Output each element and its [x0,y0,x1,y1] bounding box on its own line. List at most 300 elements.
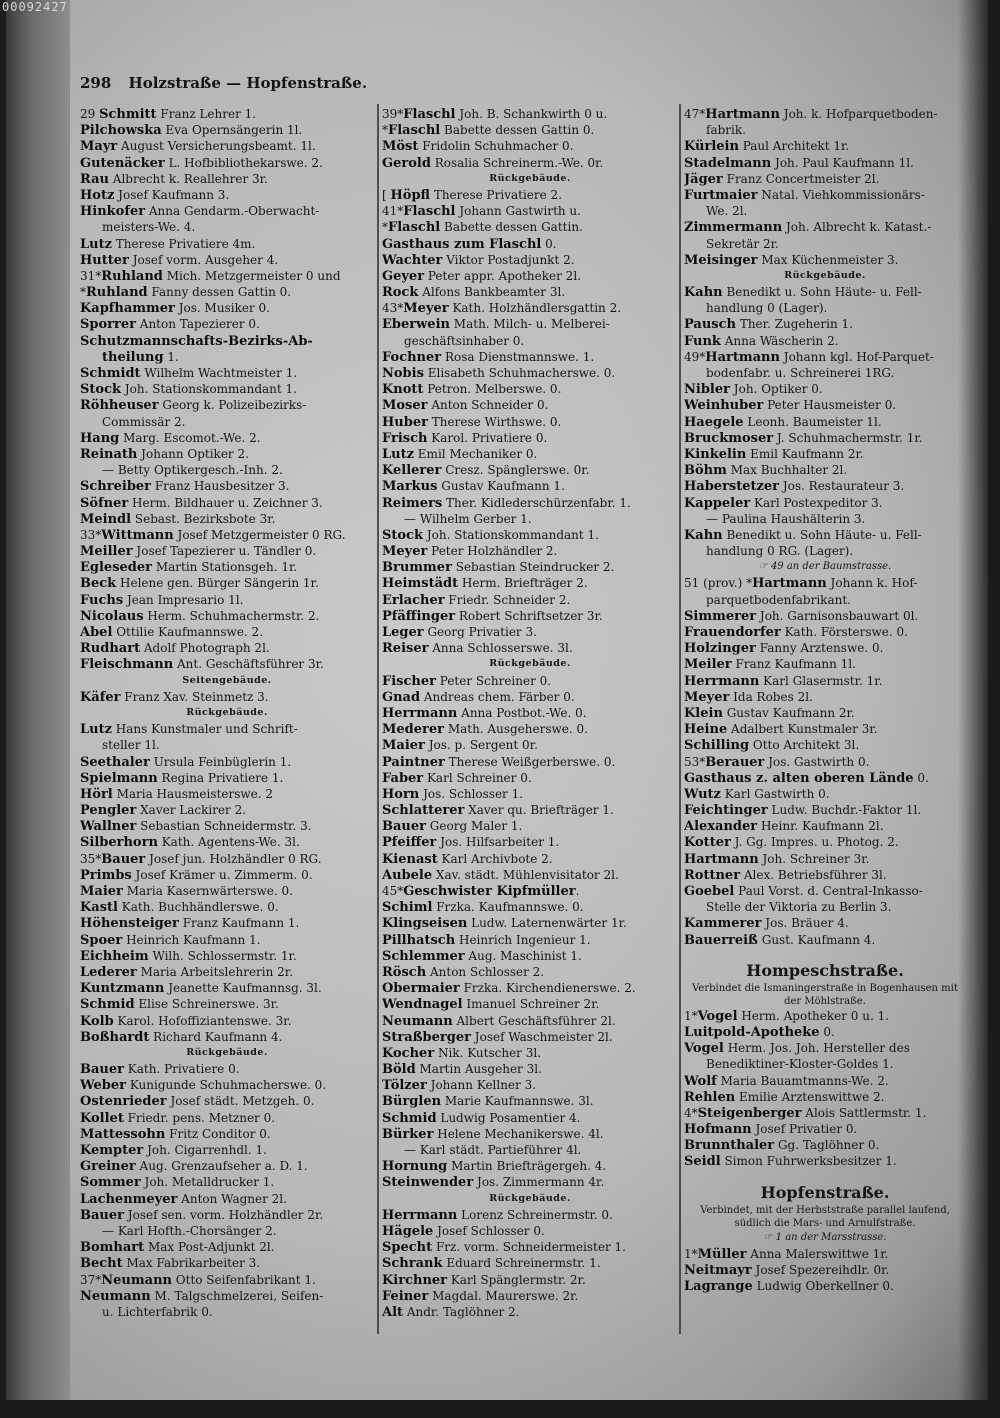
directory-entry: 47*Hartmann Joh. k. Hofparquetboden- [684,107,938,122]
directory-entry: Kirchner Karl Spänglermstr. 2r. [382,1272,586,1288]
directory-entry: 33*Wittmann Josef Metzgermeister 0 RG. [80,527,346,543]
resident-name: Fischer [382,673,436,689]
directory-entry: Schmid Elise Schreinerswe. 3r. [80,997,279,1013]
directory-entry: Stadelmann Joh. Paul Kaufmann 1l. [684,155,914,171]
resident-name: Pausch [684,317,736,333]
directory-entry: Eberwein Math. Milch- u. Melberei- [382,317,610,333]
directory-entry: 53*Berauer Jos. Gastwirth 0. [684,754,870,770]
resident-name: Sommer [80,1175,141,1191]
directory-entry: Kahn Benedikt u. Sohn Häute- u. Fell- [684,285,922,301]
resident-name: Spoer [80,932,123,948]
directory-entry: Kapfhammer Jos. Musiker 0. [80,301,270,317]
directory-entry: Luitpold-Apotheke 0. [684,1024,835,1040]
resident-name: Fuchs [80,592,124,608]
resident-name: Gutenäcker [80,155,165,171]
directory-entry: Seethaler Ursula Feinbüglerin 1. [80,754,292,770]
directory-page [6,0,988,1400]
directory-entry: Neitmayr Josef Spezereihdlr. 0r. [684,1263,890,1278]
section-heading: Rückgebäude. [489,1192,571,1204]
resident-name: Erlacher [382,592,445,608]
resident-name: Horn [382,786,420,802]
directory-entry: 29 Schmitt Franz Lehrer 1. [80,107,257,122]
resident-name: Brunnthaler [684,1138,775,1154]
resident-name: Tölzer [382,1078,427,1094]
directory-entry: Brummer Sebastian Steindrucker 2. [382,560,615,576]
directory-entry: Reiser Anna Schlosserswe. 3l. [382,641,573,657]
resident-name: Bürker [382,1126,434,1142]
resident-name: Goebel [684,884,735,899]
resident-name: Furtmaier [684,187,758,203]
resident-name: Greiner [80,1159,136,1175]
directory-entry: Schmid Ludwig Posamentier 4. [382,1110,581,1126]
resident-name: Nibler [684,382,730,398]
resident-name: Hornung [382,1159,448,1175]
directory-entry-continuation: We. 2l. [706,204,748,219]
directory-entry-continuation: — Paulina Haushälterin 3. [706,511,866,526]
directory-entry-continuation: fabrik. [706,123,746,138]
directory-entry: Pillhatsch Heinrich Ingenieur 1. [382,932,591,948]
resident-name: Boßhardt [80,1029,150,1045]
directory-entry: Greiner Aug. Grenzaufseher a. D. 1. [80,1159,308,1175]
directory-entry: Mayr August Versicherungsbeamt. 1l. [80,139,316,155]
directory-entry: Bürglen Marie Kaufmannswe. 3l. [382,1094,594,1110]
directory-entry: Kollet Friedr. pens. Metzner 0. [80,1110,276,1126]
book-spine [6,0,70,1400]
directory-entry: 1*Müller Anna Malerswittwe 1r. [684,1246,889,1262]
resident-name: Reimers [382,495,443,511]
resident-name: Flaschl [388,220,441,236]
directory-entry: Feiner Magdal. Maurerswe. 2r. [382,1288,579,1304]
directory-entry: Steinwender Jos. Zimmermann 4r. [382,1175,605,1191]
directory-entry: Goebel Paul Vorst. d. Central-Inkasso- [684,884,923,899]
resident-name: Pfeiffer [382,835,437,851]
directory-entry: Schlemmer Aug. Maschinist 1. [382,948,582,964]
resident-name: Schmidt [80,366,141,381]
directory-entry: Kempter Joh. Cigarrenhdl. 1. [80,1143,267,1158]
directory-entry: Rock Alfons Bankbeamter 3l. [382,285,566,301]
directory-entry: Stock Joh. Stationskommandant 1. [382,527,599,543]
resident-name: Wolf [684,1073,717,1089]
directory-entry: Egleseder Martin Stationsgeh. 1r. [80,560,298,576]
resident-name: Silberhorn [80,835,158,851]
directory-entry: Maier Maria Kasernwärterswe. 0. [80,884,293,899]
resident-name: Kolb [80,1013,114,1029]
resident-name: Meisinger [684,252,758,268]
directory-entry: Fischer Peter Schreiner 0. [382,673,552,689]
resident-name: Flaschl [388,123,441,139]
cross-reference-note: ☞ 1 an der Marsstrasse. [763,1231,887,1243]
section-heading: Rückgebäude. [489,172,571,184]
directory-entry-continuation: Stelle der Viktoria zu Berlin 3. [706,900,892,915]
directory-entry: Lederer Maria Arbeitslehrerin 2r. [80,964,294,980]
resident-name: Röhheuser [80,398,159,414]
directory-entry: Kotter J. Gg. Impres. u. Photog. 2. [684,835,899,851]
directory-entry: Leger Georg Privatier 3. [382,625,537,640]
resident-name: Weber [80,1078,127,1094]
resident-name: Gerold [382,155,431,171]
resident-name: Aubele [382,867,433,883]
page-title: Holzstraße — Hopfenstraße. [128,74,368,92]
directory-entry: Vogel Herm. Jos. Joh. Hersteller des [684,1041,910,1057]
directory-entry: Beck Helene gen. Bürger Sängerin 1r. [80,576,319,592]
street-heading: Hopfenstraße. [760,1182,890,1202]
directory-entry: Paintner Therese Weißgerberswe. 0. [382,754,616,770]
resident-name: Bauer [382,819,426,835]
resident-name: Paintner [382,754,445,770]
directory-entry: Meyer Peter Holzhändler 2. [382,544,558,560]
resident-name: Haegele [684,414,744,430]
resident-name: Schreiber [80,479,152,495]
resident-name: Frisch [382,430,428,446]
directory-entry: Reinath Johann Optiker 2. [80,446,249,462]
resident-name: Knott [382,382,424,398]
directory-entry: Heimstädt Herm. Briefträger 2. [382,576,588,592]
directory-entry: Maier Jos. p. Sergent 0r. [382,738,538,754]
directory-entry-continuation: geschäftsinhaber 0. [404,333,525,348]
directory-entry-continuation: — Wilhelm Gerber 1. [404,511,532,526]
resident-name: Alexander [684,819,758,835]
resident-name: Mederer [382,722,444,738]
resident-name: Stock [80,382,121,398]
resident-name: Klingseisen [382,916,468,932]
resident-name: Bauerreiß [684,932,758,948]
directory-entry-continuation: handlung 0 (Lager). [706,301,828,316]
resident-name: Bauer [80,1207,124,1223]
resident-name: Ostenrieder [80,1094,167,1110]
directory-entry: Böhm Max Buchhalter 2l. [684,463,848,479]
resident-name: Ruhland [101,268,163,284]
directory-entry: Eichheim Wilh. Schlossermstr. 1r. [80,948,297,964]
resident-name: Böld [382,1062,416,1078]
directory-entry: Primbs Josef Krämer u. Zimmerm. 0. [80,867,313,883]
directory-entry: Höhensteiger Franz Kaufmann 1. [80,916,300,932]
directory-entry: Feichtinger Ludw. Buchdr.-Faktor 1l. [684,803,922,819]
directory-entry: Abel Ottilie Kaufmannswe. 2. [80,625,264,640]
directory-entry: Kellerer Cresz. Spänglerswe. 0r. [382,463,590,479]
street-heading: Hompeschstraße. [746,960,904,980]
directory-entry: Hang Marg. Escomot.-We. 2. [80,430,261,446]
resident-name: Höhensteiger [80,916,179,932]
resident-name: Eberwein [382,317,450,333]
directory-entry: Schreiber Franz Hausbesitzer 3. [80,479,290,495]
directory-entry: Alt Andr. Taglöhner 2. [382,1304,520,1320]
directory-entry: Bauer Josef sen. vorm. Holzhändler 2r. [80,1207,324,1223]
directory-entry: Meiler Franz Kaufmann 1l. [684,657,856,673]
scan-id: 00092427 [2,0,68,14]
resident-name: Pilchowska [80,123,162,139]
directory-entry: Wachter Viktor Postadjunkt 2. [382,252,575,268]
resident-name: Kotter [684,835,731,851]
resident-name: Schrank [382,1256,443,1272]
resident-name: Maier [382,738,425,754]
directory-entry: Käfer Franz Xav. Steinmetz 3. [80,689,269,705]
resident-name: Gasthaus zum Flaschl [382,236,542,252]
directory-entry: Wutz Karl Gastwirth 0. [684,786,830,802]
resident-name: Hang [80,430,120,446]
directory-entry-continuation: Benediktiner-Kloster-Goldes 1. [706,1057,894,1072]
directory-entry: Rudhart Adolf Photograph 2l. [80,641,270,657]
directory-entry-continuation: parquetbodenfabrikant. [706,592,851,607]
resident-name: Meindl [80,511,132,527]
resident-name: Kellerer [382,463,442,479]
resident-name: Mattessohn [80,1126,166,1142]
directory-entry: Knott Petron. Melberswe. 0. [382,382,562,398]
directory-entry-continuation: Sekretär 2r. [706,236,779,251]
directory-entry: Meiller Josef Tapezierer u. Tändler 0. [80,544,317,560]
resident-name: Kahn [684,285,723,301]
resident-name: Geschwister Kipfmüller [403,884,576,899]
resident-name: Gnad [382,689,421,705]
directory-entry: Jäger Franz Concertmeister 2l. [684,171,880,187]
resident-name: Abel [80,625,113,640]
directory-entry: *Flaschl Babette dessen Gattin. [382,220,583,236]
resident-name: Hartmann [752,576,827,592]
directory-entry: 49*Hartmann Johann kgl. Hof-Parquet- [684,349,934,365]
resident-name: Frauendorfer [684,625,781,640]
directory-entry: Schrank Eduard Schreinermstr. 1. [382,1256,601,1272]
directory-entry: Lachenmeyer Anton Wagner 2l. [80,1191,287,1207]
directory-entry: Nobis Elisabeth Schuhmacherswe. 0. [382,366,616,381]
directory-entry: Frauendorfer Kath. Försterswe. 0. [684,625,908,640]
directory-entry: Rau Albrecht k. Reallehrer 3r. [80,171,268,187]
resident-name: Hörl [80,786,113,802]
resident-name: Stadelmann [684,155,772,171]
directory-entry: Weber Kunigunde Schuhmacherswe. 0. [80,1078,327,1094]
directory-entry: *Flaschl Babette dessen Gattin 0. [382,123,595,139]
directory-entry: 51 (prov.) *Hartmann Johann k. Hof- [684,576,918,592]
directory-entry: Bauer Kath. Privatiere 0. [80,1062,240,1078]
directory-entry: Pilchowska Eva Opernsängerin 1l. [80,123,303,139]
resident-name: Eichheim [80,948,149,964]
resident-name: Kirchner [382,1272,448,1288]
resident-name: Steinwender [382,1175,474,1191]
resident-name: Hartmann [705,107,780,122]
directory-entry: Hinkofer Anna Gendarm.-Oberwacht- [80,204,320,220]
directory-entry: Bauer Georg Maler 1. [382,819,523,835]
resident-name: Geyer [382,268,425,284]
resident-name: Schutzmannschafts-Bezirks-Ab- [80,333,313,349]
directory-entry: Röhheuser Georg k. Polizeibezirks- [80,398,307,414]
directory-entry: Aubele Xav. städt. Mühlenvisitator 2l. [382,867,619,883]
resident-name: Meiler [684,657,732,673]
directory-entry: Neumann Albert Geschäftsführer 2l. [382,1013,616,1029]
directory-entry: Lutz Therese Privatiere 4m. [80,236,256,252]
resident-name: Egleseder [80,560,153,576]
directory-entry: Holzinger Fanny Arztenswe. 0. [684,641,884,657]
directory-entry: Reimers Ther. Kidlederschürzenfabr. 1. [382,495,631,511]
street-description: Verbindet, mit der Herbststraße parallel laufend, [700,1204,950,1216]
resident-name: Hinkofer [80,204,146,220]
resident-name: Rottner [684,867,741,883]
directory-entry: Rottner Alex. Betriebsführer 3l. [684,867,887,883]
directory-entry: Bruckmoser J. Schuhmachermstr. 1r. [684,430,923,446]
resident-name: Pengler [80,803,137,819]
resident-name: Bauer [80,1062,124,1078]
resident-name: Mayr [80,139,118,155]
directory-entry: Specht Frz. vorm. Schneidermeister 1. [382,1240,626,1256]
directory-entry-continuation: — Karl Hofth.-Chorsänger 2. [102,1223,277,1238]
resident-name: Rudhart [80,641,141,657]
resident-name: Simmerer [684,608,757,624]
directory-entry: Herrmann Karl Glasermstr. 1r. [684,673,883,689]
resident-name: Rau [80,171,109,187]
section-heading: Rückgebäude. [489,658,571,670]
resident-name: Kammerer [684,916,762,932]
resident-name: Faber [382,770,424,786]
resident-name: Hutter [80,252,129,268]
resident-name: Flaschl [403,204,456,220]
resident-name: Kastl [80,900,118,916]
directory-entry: Brunnthaler Gg. Taglöhner 0. [684,1138,880,1154]
street-description: der Möhlstraße. [784,995,866,1007]
directory-entry: Obermaier Frzka. Kirchendienerswe. 2. [382,981,636,997]
directory-entry: Seidl Simon Fuhrwerksbesitzer 1. [684,1154,897,1170]
resident-name: Lutz [382,446,414,462]
resident-name: Schilling [684,738,750,754]
directory-entry: Meyer Ida Robes 2l. [684,689,813,705]
resident-name: Kempter [80,1143,144,1158]
directory-entry: Schmidt Wilhelm Wachtmeister 1. [80,366,298,381]
directory-entry: Fochner Rosa Dienstmannswe. 1. [382,349,595,365]
directory-entry: Gasthaus zum Flaschl 0. [382,236,557,252]
directory-entry: Kahn Benedikt u. Sohn Häute- u. Fell- [684,527,922,543]
directory-entry-continuation: — Karl städt. Partieführer 4l. [404,1143,582,1157]
directory-entry: Gnad Andreas chem. Färber 0. [382,689,575,705]
directory-entry-continuation: theilung 1. [102,349,179,365]
directory-entry: Meisinger Max Küchenmeister 3. [684,252,899,268]
directory-entry: Haberstetzer Jos. Restaurateur 3. [684,479,905,495]
resident-name: Schmid [80,997,135,1013]
directory-entry: Rösch Anton Schlosser 2. [382,964,545,980]
resident-name: Beck [80,576,117,592]
directory-entry: Heine Adalbert Kunstmaler 3r. [684,722,878,738]
directory-entry: Kürlein Paul Architekt 1r. [684,139,850,155]
resident-name: Feichtinger [684,803,768,819]
resident-name: Hotz [80,187,115,203]
directory-entry: [ Höpfl Therese Privatiere 2. [382,187,563,203]
directory-entry: Rehlen Emilie Arztenswittwe 2. [684,1089,885,1105]
section-heading: Rückgebäude. [784,269,866,281]
directory-entry: Alexander Heinr. Kaufmann 2l. [684,819,884,835]
directory-entry: Böld Martin Ausgeher 3l. [382,1062,542,1078]
resident-name: Berauer [705,754,765,770]
directory-entry: Kastl Kath. Buchhändlerswe. 0. [80,900,279,916]
directory-entry: Spielmann Regina Privatiere 1. [80,770,284,786]
directory-entry: Neumann M. Talgschmelzerei, Seifen- [80,1288,324,1304]
directory-entry: Lagrange Ludwig Oberkellner 0. [684,1279,894,1295]
resident-name: Böhm [684,463,727,479]
resident-name: Hartmann [684,851,759,867]
directory-entry: Söfner Herm. Bildhauer u. Zeichner 3. [80,495,323,511]
resident-name: Lutz [80,236,112,252]
resident-name: Neumann [80,1288,151,1304]
directory-entry: Faber Karl Schreiner 0. [382,770,532,786]
resident-name: Bürglen [382,1094,442,1110]
directory-entry: Lutz Hans Kunstmaler und Schrift- [80,722,298,738]
resident-name: Nobis [382,366,424,381]
directory-entry: Becht Max Fabrikarbeiter 3. [80,1256,261,1272]
directory-entry: 31*Ruhland Mich. Metzgermeister 0 und [80,268,341,284]
resident-name: Jäger [684,171,723,187]
resident-name: theilung [102,349,164,365]
directory-entry: Ostenrieder Josef städt. Metzgeh. 0. [80,1094,315,1110]
resident-name: Obermaier [382,981,460,997]
directory-entry: Herrmann Anna Postbot.-We. 0. [382,705,587,721]
resident-name: Rock [382,285,419,301]
directory-entry: Schiml Frzka. Kaufmannswe. 0. [382,900,584,916]
directory-entry: Geyer Peter appr. Apotheker 2l. [382,268,581,284]
directory-entry: Schilling Otto Architekt 3l. [684,738,860,754]
directory-entry: Wallner Sebastian Schneidermstr. 3. [80,819,312,835]
page-number: 298 [80,74,112,92]
directory-entry: Sporrer Anton Tapezierer 0. [80,317,260,333]
resident-name: Rehlen [684,1089,736,1105]
resident-name: Heine [684,722,728,738]
resident-name: Brummer [382,560,452,576]
directory-entry: Spoer Heinrich Kaufmann 1. [80,932,261,948]
resident-name: Straßberger [382,1029,471,1045]
directory-entry: Hägele Josef Schlosser 0. [382,1223,545,1239]
directory-column-1 [80,106,374,1320]
directory-entry: 35*Bauer Josef jun. Holzhändler 0 RG. [80,851,322,867]
directory-entry: Furtmaier Natal. Viehkommissionärs- [684,187,925,203]
resident-name: Flaschl [403,107,456,122]
resident-name: Wutz [684,786,721,802]
resident-name: Bomhart [80,1240,145,1256]
resident-name: Höpfl [390,187,430,203]
resident-name: Seidl [684,1154,721,1170]
resident-name: Markus [382,479,438,495]
column-divider [377,104,379,1334]
directory-entry-continuation: steller 1l. [102,738,160,753]
resident-name: Hägele [382,1223,434,1239]
directory-entry: Fleischmann Ant. Geschäftsführer 3r. [80,657,324,673]
resident-name: Hofmann [684,1122,752,1138]
resident-name: Meyer [684,689,730,705]
directory-entry: Kolb Karol. Hofoffiziantenswe. 3r. [80,1013,292,1029]
resident-name: Fochner [382,349,442,365]
resident-name: Luitpold-Apotheke [684,1024,820,1040]
street-description: Verbindet die Ismaningerstraße in Bogenhausen mit [692,982,958,994]
resident-name: Kienast [382,851,438,867]
resident-name: Neumann [101,1272,172,1288]
directory-entry: Weinhuber Peter Hausmeister 0. [684,398,897,414]
directory-entry-continuation: bodenfabr. u. Schreinerei 1RG. [706,366,895,380]
resident-name: Sporrer [80,317,136,333]
directory-entry: Schlatterer Xaver qu. Briefträger 1. [382,803,614,819]
resident-name: Becht [80,1256,123,1272]
directory-entry: Klingseisen Ludw. Laternenwärter 1r. [382,916,627,932]
directory-entry: Lutz Emil Mechaniker 0. [382,446,538,462]
directory-entry: Pfeiffer Jos. Hilfsarbeiter 1. [382,835,560,851]
resident-name: Pillhatsch [382,932,456,948]
directory-entry: Stock Joh. Stationskommandant 1. [80,382,297,398]
resident-name: Möst [382,139,419,155]
resident-name: Huber [382,414,428,430]
directory-entry: Erlacher Friedr. Schneider 2. [382,592,571,608]
directory-entry: Nicolaus Herm. Schuhmachermstr. 2. [80,608,320,624]
resident-name: Stock [382,527,423,543]
directory-entry: Straßberger Josef Waschmeister 2l. [382,1029,613,1045]
directory-entry: Kappeler Karl Postexpeditor 3. [684,495,883,511]
resident-name: Seethaler [80,754,150,770]
resident-name: Ruhland [86,285,148,301]
section-heading: Seitengebäude. [182,674,272,686]
directory-entry: 45*Geschwister Kipfmüller. [382,884,580,899]
directory-entry: Hartmann Joh. Schreiner 3r. [684,851,870,867]
directory-entry: Meindl Sebast. Bezirksbote 3r. [80,511,276,527]
directory-entry: Klein Gustav Kaufmann 2r. [684,705,855,721]
